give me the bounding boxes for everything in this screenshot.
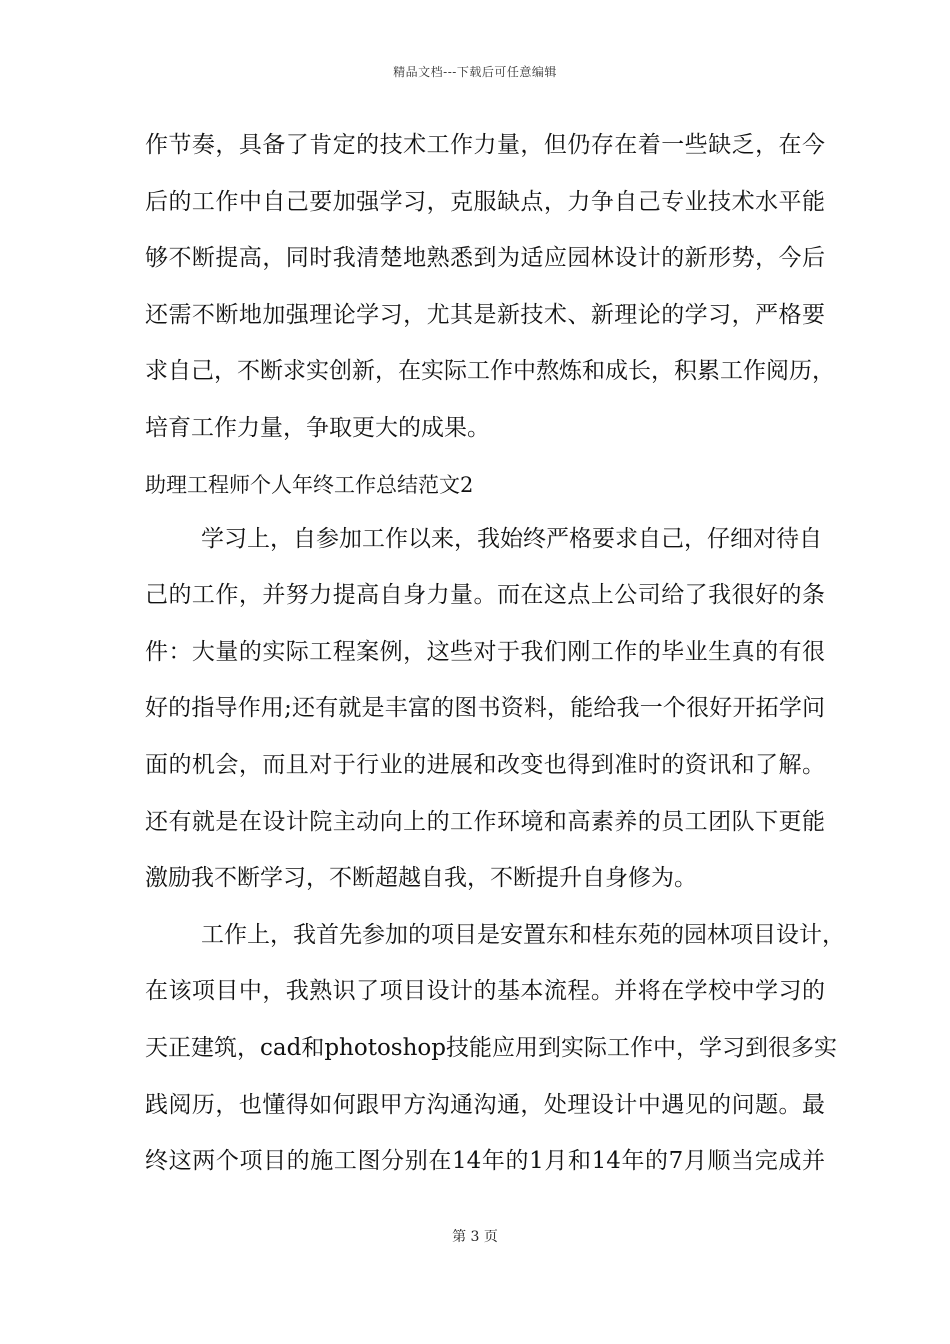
section-heading: 助理工程师个人年终工作总结范文2 [145,472,474,497]
body-line: 激励我不断学习，不断超越自我，不断提升自身修为。 [145,865,697,892]
body-line: 学习上，自参加工作以来，我始终严格要求自己，仔细对待自 [201,525,822,552]
body-line: 好的指导作用;还有就是丰富的图书资料，能给我一个很好开拓学问 [145,695,825,722]
page-header: 精品文档---下载后可任意编辑 [393,65,557,79]
body-line: 够不断提高，同时我清楚地熟悉到为适应园林设计的新形势，今后 [145,245,825,272]
body-line: 在该项目中，我熟识了项目设计的基本流程。并将在学校中学习的 [145,978,825,1005]
body-line: 面的机会，而且对于行业的进展和改变也得到准时的资讯和了解。 [145,751,825,778]
body-line: 工作上，我首先参加的项目是安置东和桂东苑的园林项目设计， [201,921,845,948]
body-line: 己的工作，并努力提高自身力量。而在这点上公司给了我很好的条 [145,582,825,609]
body-line: 求自己，不断求实创新，在实际工作中熬炼和成长，积累工作阅历， [145,358,835,385]
body-line: 还需不断地加强理论学习，尤其是新技术、新理论的学习，严格要 [145,301,825,328]
page-number: 第 3 页 [452,1229,498,1245]
body-line: 培育工作力量，争取更大的成果。 [145,414,490,441]
body-line: 天正建筑，cad和photoshop技能应用到实际工作中，学习到很多实 [145,1034,837,1061]
body-line: 件：大量的实际工程案例，这些对于我们刚工作的毕业生真的有很 [145,638,825,665]
body-line: 终这两个项目的施工图分别在14年的1月和14年的7月顺当完成并 [145,1148,825,1175]
document-body [145,131,845,1204]
body-line: 还有就是在设计院主动向上的工作环境和高素养的员工团队下更能 [145,808,825,835]
body-line: 后的工作中自己要加强学习，克服缺点，力争自己专业技术水平能 [145,188,825,215]
body-line: 作节奏，具备了肯定的技术工作力量，但仍存在着一些缺乏，在今 [145,132,825,158]
body-line: 践阅历，也懂得如何跟甲方沟通沟通，处理设计中遇见的问题。最 [145,1091,825,1118]
